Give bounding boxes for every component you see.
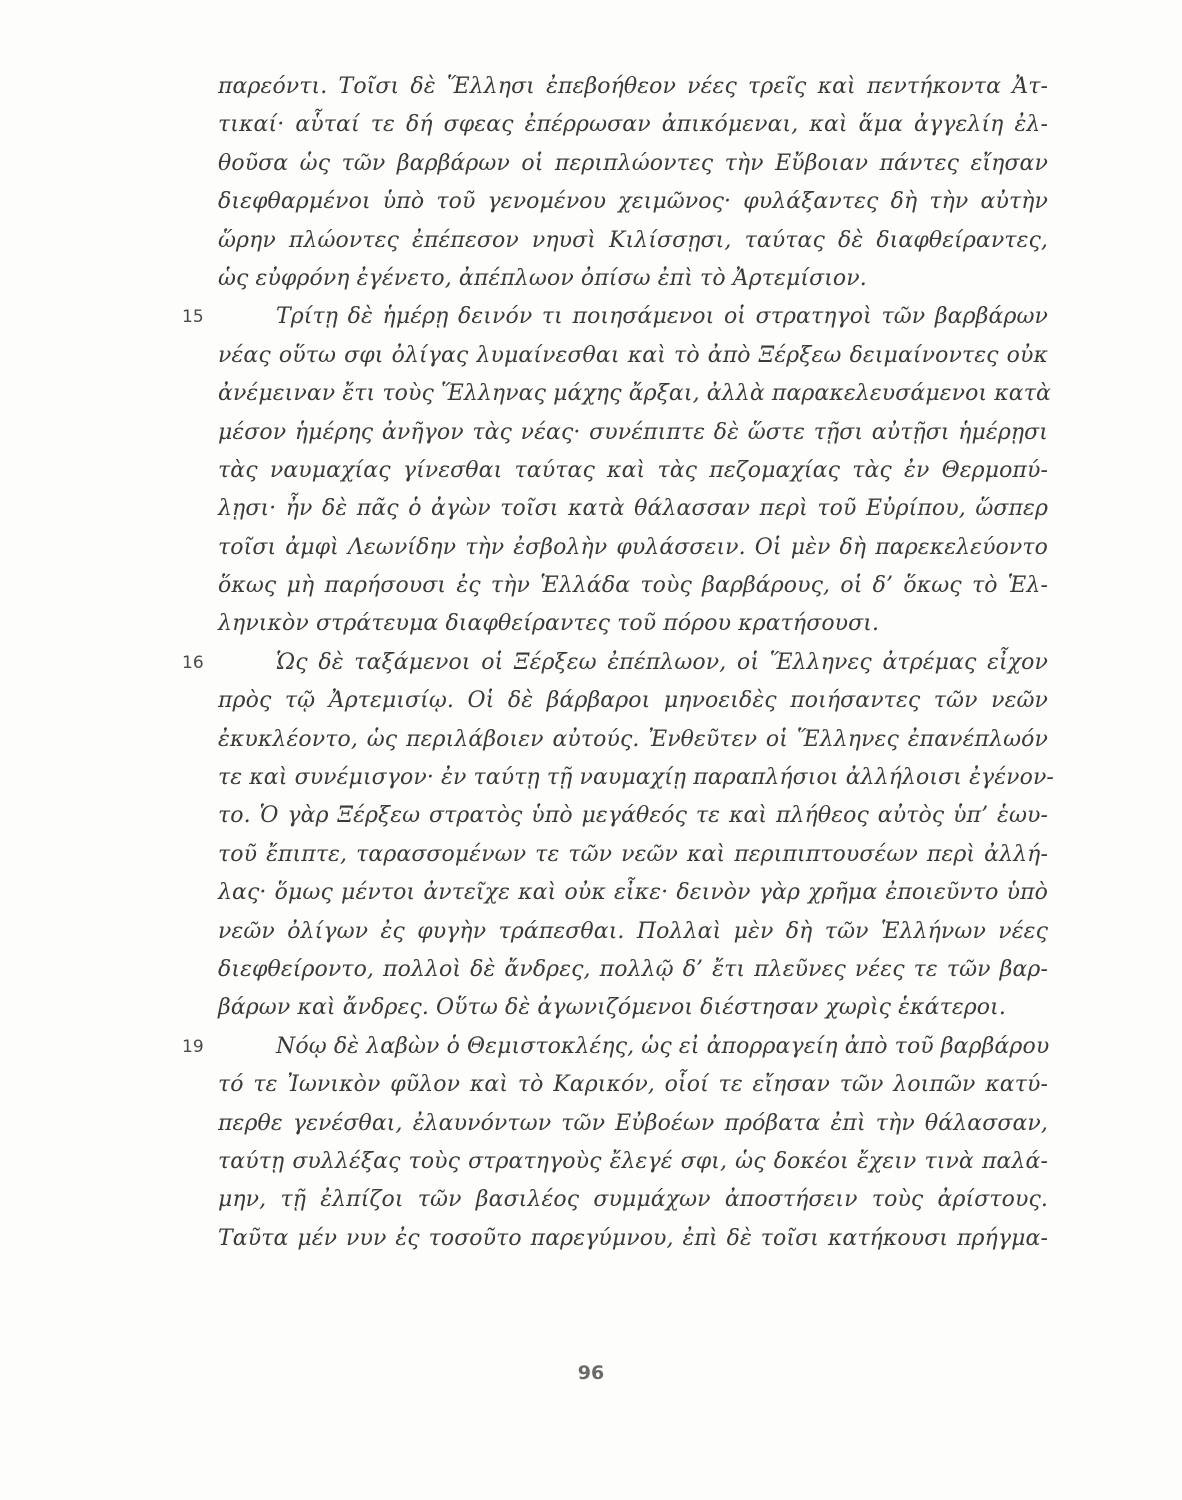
text-line [218, 797, 1048, 835]
line-text: λῃσι· ἦν δὲ πᾶς ὁ ἀγὼν τοῖσι κατὰ θάλασσαν περὶ τοῦ Εὐρίπου, ὥσπερ [218, 496, 1048, 522]
line-text: Νόῳ δὲ λαβὼν ὁ Θεμιστοκλέης, ὡς εἰ ἀπορραγείη ἀπὸ τοῦ βαρβάρου [276, 1033, 1050, 1059]
text-line [218, 721, 1048, 759]
line-number: 19 [182, 1036, 204, 1057]
text-line [218, 145, 1048, 183]
line-text: βάρων καὶ ἄνδρες. Οὕτω δὲ ἀγωνιζόμενοι διέστησαν χωρὶς ἑκάτεροι. [218, 995, 1006, 1021]
text-line [218, 414, 1048, 452]
line-text: νεῶν ὀλίγων ἐς φυγὴν τράπεσθαι. Πολλαὶ μὲν δὴ τῶν Ἑλλήνων νέες [218, 918, 1048, 944]
line-text: τὰς ναυμαχίας γίνεσθαι ταύτας καὶ τὰς πεζομαχίας τὰς ἐν Θερμοπύ- [218, 457, 1048, 483]
text-body [182, 68, 1054, 1258]
line-text: τοῖσι ἀμφὶ Λεωνίδην τὴν ἐσβολὴν φυλάσσειν. Οἱ μὲν δὴ παρεκελεύοντο [218, 534, 1048, 560]
line-number: 15 [182, 307, 204, 328]
line-text: ταύτῃ συλλέξας τοὺς στρατηγοὺς ἔλεγέ σφι, ὡς δοκέοι ἔχειν τινὰ παλά- [218, 1148, 1048, 1174]
line-text: τικαί· αὗταί τε δή σφεας ἐπέρρωσαν ἀπικόμεναι, καὶ ἅμα ἀγγελίη ἐλ- [218, 112, 1048, 138]
line-text: θοῦσα ὡς τῶν βαρβάρων οἱ περιπλώοντες τὴν Εὔβοιαν πάντες εἴησαν [218, 150, 1048, 176]
text-line [218, 260, 1048, 298]
text-line [218, 836, 1048, 874]
text-line [218, 1105, 1048, 1143]
line-text: Τρίτῃ δὲ ἡμέρῃ δεινόν τι ποιησάμενοι οἱ στρατηγοὶ τῶν βαρβάρων [276, 304, 1048, 330]
text-line [218, 490, 1048, 528]
text-line [218, 1066, 1048, 1104]
line-number: 16 [182, 652, 204, 673]
text-line [218, 529, 1048, 567]
line-text: ὅκως μὴ παρήσουσι ἐς τὴν Ἑλλάδα τοὺς βαρβάρους, οἱ δ’ ὅκως τὸ Ἑλ- [218, 573, 1048, 599]
text-line [218, 874, 1048, 912]
text-line [218, 375, 1051, 413]
text-line [218, 1220, 1048, 1258]
text-line [218, 337, 1048, 375]
text-line [218, 1181, 1048, 1219]
text-line [218, 567, 1048, 605]
text-line [218, 106, 1048, 144]
text-line [218, 452, 1048, 490]
line-text: παρεόντι. Τοῖσι δὲ Ἕλλησι ἐπεβοήθεον νέες τρεῖς καὶ πεντήκοντα Ἀτ- [218, 74, 1048, 99]
page-number: 96 [577, 1362, 605, 1384]
line-text: ὡς εὐφρόνη ἐγένετο, ἀπέπλωον ὀπίσω ἐπὶ τὸ Ἀρτεμίσιον. [218, 265, 867, 291]
text-line [218, 989, 1048, 1027]
text-line [182, 644, 1048, 682]
line-text: διεφθαρμένοι ὑπὸ τοῦ γενομένου χειμῶνος· φυλάξαντες δὴ τὴν αὐτὴν [218, 189, 1048, 215]
line-text: τοῦ ἔπιπτε, ταρασσομένων τε τῶν νεῶν καὶ περιπιπτουσέων περὶ ἀλλή- [218, 841, 1048, 867]
line-text: ὥρην πλώοντες ἐπέπεσον νηυσὶ Κιλίσσῃσι, ταύτας δὲ διαφθείραντες, [218, 227, 1048, 253]
line-text: το. Ὁ γὰρ Ξέρξεω στρατὸς ὑπὸ μεγάθεός τε καὶ πλήθεος αὐτὸς ὑπ’ ἑωυ- [218, 803, 1048, 829]
text-line [218, 759, 1054, 797]
text-line [218, 222, 1048, 260]
line-text: ληνικὸν στράτευμα διαφθείραντες τοῦ πόρου κρατήσουσι. [218, 611, 880, 637]
line-text: τό τε Ἰωνικὸν φῦλον καὶ τὸ Καρικόν, οἷοί τε εἴησαν τῶν λοιπῶν κατύ- [218, 1072, 1048, 1098]
line-text: Ὡς δὲ ταξάμενοι οἱ Ξέρξεω ἐπέπλωον, οἱ Ἕλληνες ἀτρέμας εἶχον [276, 649, 1048, 675]
text-line [218, 183, 1048, 221]
line-text: διεφθείροντο, πολλοὶ δὲ ἄνδρες, πολλῷ δ’ ἔτι πλεῦνες νέες τε τῶν βαρ- [218, 956, 1048, 982]
line-text: νέας οὕτω σφι ὀλίγας λυμαίνεσθαι καὶ τὸ ἀπὸ Ξέρξεω δειμαίνοντες οὐκ [218, 342, 1048, 368]
line-text: μέσον ἡμέρης ἀνῆγον τὰς νέας· συνέπιπτε δὲ ὥστε τῇσι αὐτῇσι ἡμέρῃσι [218, 419, 1048, 445]
text-line [218, 1143, 1048, 1181]
text-line [218, 951, 1048, 989]
line-text: λας· ὅμως μέντοι ἀντεῖχε καὶ οὐκ εἶκε· δεινὸν γὰρ χρῆμα ἐποιεῦντο ὑπὸ [218, 880, 1048, 906]
text-line [218, 68, 1048, 106]
line-text: πρὸς τῷ Ἀρτεμισίῳ. Οἱ δὲ βάρβαροι μηνοειδὲς ποιήσαντες τῶν νεῶν [218, 688, 1048, 714]
line-text: Ταῦτα μέν νυν ἐς τοσοῦτο παρεγύμνου, ἐπὶ δὲ τοῖσι κατήκουσι πρήγμα- [218, 1225, 1048, 1251]
text-line [182, 298, 1048, 336]
line-text: μην, τῇ ἐλπίζοι τῶν βασιλέος συμμάχων ἀποστήσειν τοὺς ἀρίστους. [218, 1187, 1048, 1213]
line-text: ἐκυκλέοντο, ὡς περιλάβοιεν αὐτούς. Ἐνθεῦτεν οἱ Ἕλληνες ἐπανέπλωόν [218, 726, 1048, 752]
line-text: περθε γενέσθαι, ἐλαυνόντων τῶν Εὐβοέων πρόβατα ἐπὶ τὴν θάλασσαν, [218, 1110, 1048, 1136]
text-line [182, 1028, 1050, 1066]
text-line [218, 682, 1048, 720]
line-text: τε καὶ συνέμισγον· ἐν ταύτῃ τῇ ναυμαχίῃ παραπλήσιοι ἀλλήλοισι ἐγένον- [218, 765, 1054, 791]
text-line [218, 913, 1048, 951]
text-line [218, 605, 1048, 643]
line-text: ἀνέμειναν ἔτι τοὺς Ἕλληνας μάχης ἄρξαι, ἀλλὰ παρακελευσάμενοι κατὰ [218, 381, 1051, 407]
